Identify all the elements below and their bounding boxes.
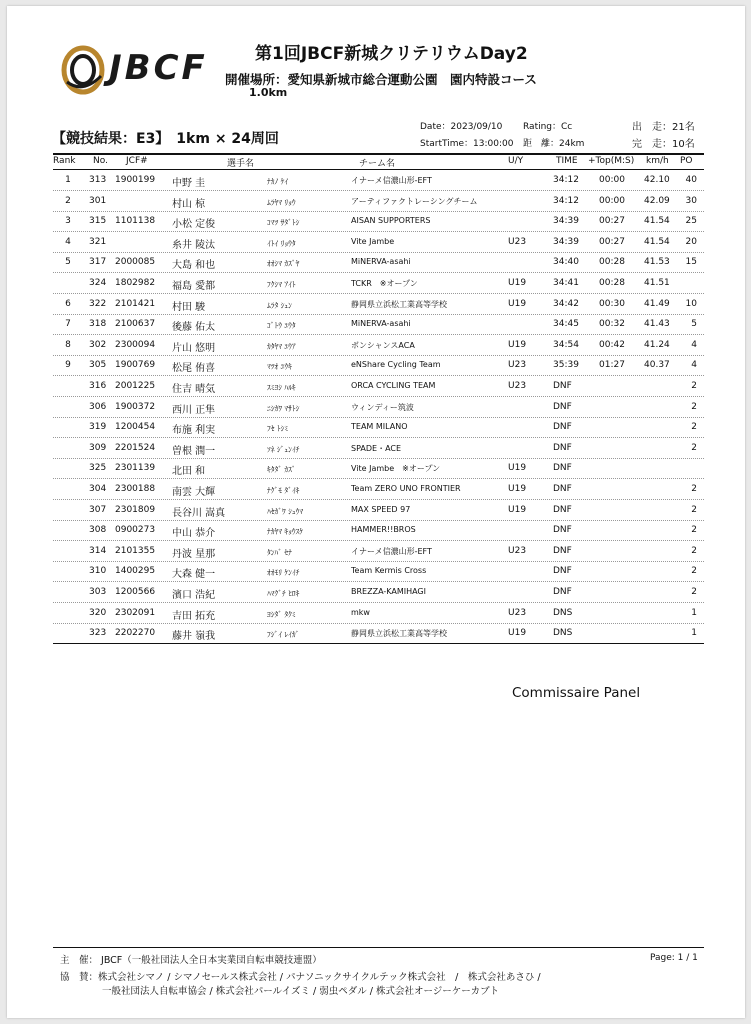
race-start-time: StartTime：13:00:00 (420, 139, 514, 149)
jcf-cell: 1101138 (115, 216, 156, 227)
time-cell: 34:42 (553, 298, 579, 309)
number-cell: 319 (89, 422, 107, 433)
rider-name-cell: 片山 悠明 (172, 342, 216, 354)
rider-kana-cell: ﾑﾗﾔﾏ ﾘｮｳ (267, 197, 296, 207)
uy-cell: U23 (508, 607, 527, 618)
team-name-cell: ウィンディー筑波 (351, 402, 414, 412)
uy-cell: U19 (508, 278, 527, 288)
table-row (53, 583, 704, 603)
number-cell: 302 (89, 339, 107, 350)
footer-sponsors-line2: 一般社団法人自転車協会 / 株式会社パールイズミ / 弱虫ペダル / 株式会社オージーケーカブト (102, 986, 500, 997)
rider-name-cell: 小松 定俊 (172, 219, 216, 231)
team-name-cell: イナーメ信濃山形-EFT (351, 546, 432, 556)
table-row (53, 624, 704, 644)
table-row (53, 480, 704, 500)
jcf-cell: 1802982 (115, 278, 156, 288)
rank-cell: 8 (65, 339, 71, 350)
time-cell: 34:45 (553, 319, 579, 330)
number-cell: 310 (89, 566, 107, 577)
header-top: +Top(M:S) (588, 156, 635, 166)
rider-kana-cell: ｵｵｼﾏ ｶｽﾞﾔ (267, 259, 300, 269)
table-header-rule (53, 169, 704, 170)
footer-organizer: 主 催： JBCF（一般社団法人全日本実業団自転車競技連盟） (60, 955, 322, 966)
uy-cell: U19 (508, 628, 527, 639)
uy-cell: U19 (508, 339, 527, 350)
points-cell: 10 (685, 298, 697, 309)
header-team-name: チーム名 (359, 159, 396, 169)
uy-cell: U19 (508, 298, 527, 309)
points-cell: 2 (691, 401, 697, 412)
speed-cell: 42.10 (644, 175, 670, 185)
team-name-cell: TCKR ※オープン (351, 279, 418, 288)
time-cell: 35:39 (553, 360, 579, 371)
speed-cell: 41.53 (644, 257, 670, 268)
jcf-cell: 2302091 (115, 607, 156, 618)
points-cell: 2 (691, 566, 697, 577)
team-name-cell: MiNERVA-asahi (351, 319, 411, 329)
header-uy: U/Y (508, 156, 524, 166)
number-cell: 306 (89, 401, 107, 412)
table-row (53, 212, 704, 232)
time-cell: DNF (553, 422, 572, 433)
team-name-cell: MiNERVA-asahi (351, 257, 411, 267)
header-time: TIME (556, 156, 578, 166)
uy-cell: U23 (508, 381, 527, 391)
table-top-rule (53, 153, 704, 155)
rider-name-cell: 福島 愛都 (172, 281, 216, 292)
time-cell: 34:40 (553, 257, 579, 268)
uy-cell: U19 (508, 484, 527, 494)
number-cell: 318 (89, 319, 107, 330)
rank-cell: 2 (65, 195, 71, 206)
number-cell: 321 (89, 236, 107, 247)
rider-kana-cell: ﾏﾂｵ ﾕｳｷ (267, 362, 292, 372)
points-cell: 1 (691, 607, 697, 618)
rider-name-cell: 村山 椋 (172, 198, 206, 210)
rider-kana-cell: ｺﾞﾄｳ ﾕｳﾀ (267, 321, 296, 331)
table-row (53, 562, 704, 582)
jcf-cell: 2101421 (115, 298, 156, 309)
jcf-cell: 1900769 (115, 360, 156, 371)
points-cell: 20 (685, 236, 697, 247)
table-row (53, 274, 704, 294)
jcf-cell: 1200566 (115, 587, 156, 597)
table-row (53, 356, 704, 376)
rider-kana-cell: ﾖｼﾀﾞ ﾀｸﾐ (267, 609, 296, 619)
rank-cell: 9 (65, 360, 71, 371)
time-cell: DNF (553, 545, 572, 556)
rider-kana-cell: ﾑﾗﾀ ｼｭﾝ (267, 300, 292, 310)
header-jcf: JCF# (126, 156, 148, 166)
time-cell: DNF (553, 587, 572, 597)
rider-name-cell: 布施 利実 (172, 425, 216, 437)
points-cell: 2 (691, 422, 697, 433)
jcf-cell: 2300094 (115, 339, 156, 350)
rider-name-cell: 中山 恭介 (172, 528, 216, 540)
points-cell: 30 (685, 195, 697, 206)
jcf-cell: 2000085 (115, 257, 156, 268)
logo-text: JBCF (109, 48, 208, 88)
jcf-cell: 1400295 (115, 566, 156, 577)
rider-kana-cell: ﾊﾏｸﾞﾁ ﾋﾛｷ (267, 589, 300, 598)
number-cell: 323 (89, 628, 107, 639)
rider-name-cell: 中野 圭 (172, 178, 206, 189)
jcf-cell: 2201524 (115, 442, 156, 453)
team-name-cell: AISAN SUPPORTERS (351, 216, 431, 226)
rider-name-cell: 曽根 潤一 (172, 445, 216, 457)
gap-cell: 00:42 (599, 339, 625, 350)
table-row (53, 336, 704, 356)
uy-cell: U23 (508, 236, 527, 247)
number-cell: 301 (89, 195, 107, 206)
number-cell: 322 (89, 298, 107, 309)
gap-cell: 00:00 (599, 195, 625, 206)
rider-kana-cell: ﾅｶﾔﾏ ｷｮｳｽｹ (267, 527, 304, 537)
points-cell: 15 (685, 257, 697, 268)
table-row (53, 521, 704, 541)
speed-cell: 40.37 (644, 360, 670, 371)
time-cell: 34:39 (553, 236, 579, 247)
table-row (53, 295, 704, 315)
jcf-cell: 1900372 (115, 401, 156, 412)
rider-name-cell: 村田 駿 (172, 301, 206, 313)
time-cell: 34:39 (553, 216, 579, 227)
number-cell: 305 (89, 360, 107, 371)
team-name-cell: ボンシャンスACA (351, 340, 415, 350)
rider-kana-cell: ﾊｾｶﾞﾜ ｼｭｳﾏ (267, 506, 304, 516)
points-cell: 5 (691, 319, 697, 330)
gap-cell: 00:00 (599, 175, 625, 185)
rider-kana-cell: ｲﾄｲ ﾘｮｳﾀ (267, 238, 296, 248)
speed-cell: 41.54 (644, 216, 670, 227)
team-name-cell: Team ZERO UNO FRONTIER (351, 484, 461, 493)
rider-name-cell: 長谷川 嵩真 (172, 507, 226, 519)
rider-name-cell: 大島 和也 (172, 260, 216, 272)
speed-cell: 42.09 (644, 195, 670, 206)
rank-cell: 6 (65, 298, 71, 309)
number-cell: 324 (89, 278, 107, 288)
number-cell: 325 (89, 463, 107, 474)
rider-kana-cell: ﾀﾝﾊﾞ ｾﾅ (267, 547, 292, 557)
jcf-cell: 1200454 (115, 422, 156, 433)
rider-name-cell: 後藤 佑太 (172, 322, 216, 334)
time-cell: DNF (553, 463, 572, 474)
rider-kana-cell: ﾆｼｶﾜ ﾏｻﾄｼ (267, 403, 300, 413)
number-cell: 309 (89, 442, 107, 453)
starters-count: 出 走：21名 (632, 122, 695, 133)
rider-kana-cell: ﾌｾ ﾄｼﾐ (267, 424, 289, 434)
gap-cell: 00:30 (599, 298, 625, 309)
rank-cell: 3 (65, 216, 71, 227)
number-cell: 317 (89, 257, 107, 268)
rider-name-cell: 住吉 晴気 (172, 384, 216, 395)
jcf-cell: 2300188 (115, 484, 156, 494)
team-name-cell: HAMMER!!BROS (351, 525, 416, 535)
table-row (53, 192, 704, 212)
table-row (53, 377, 704, 397)
team-name-cell: Vite Jambe (351, 236, 395, 246)
rider-kana-cell: ﾌｸｼﾏ ｱｲﾄ (267, 280, 296, 289)
time-cell: DNF (553, 525, 572, 536)
header-po: PO (680, 156, 693, 166)
uy-cell: U19 (508, 504, 527, 515)
uy-cell: U23 (508, 360, 527, 371)
team-name-cell: mkw (351, 607, 370, 617)
header-no: No. (93, 156, 108, 166)
time-cell: DNS (553, 607, 573, 618)
uy-cell: U19 (508, 463, 527, 474)
table-row (53, 501, 704, 521)
rider-kana-cell: ﾌｼﾞｲ ﾚｲｶﾞ (267, 630, 300, 640)
gap-cell: 00:28 (599, 278, 625, 288)
uy-cell: U23 (508, 545, 527, 556)
gap-cell: 01:27 (599, 360, 625, 371)
time-cell: DNF (553, 442, 572, 453)
rider-name-cell: 糸井 陵汰 (172, 239, 216, 251)
time-cell: 34:12 (553, 175, 579, 185)
rider-name-cell: 松尾 侑喜 (172, 363, 216, 375)
rider-kana-cell: ｽﾐﾖｼ ﾊﾙｷ (267, 383, 296, 392)
team-name-cell: 静岡県立浜松工業高等学校 (351, 629, 447, 639)
gap-cell: 00:27 (599, 236, 625, 247)
points-cell: 4 (691, 339, 697, 350)
points-cell: 2 (691, 504, 697, 515)
rider-kana-cell: ｵｵﾓﾘ ｹﾝｲﾁ (267, 568, 300, 578)
time-cell: DNF (553, 401, 572, 412)
number-cell: 316 (89, 381, 107, 391)
rider-kana-cell: ｺﾏﾂ ｻﾀﾞﾄｼ (267, 218, 300, 228)
commissaire-panel: Commissaire Panel (512, 685, 641, 701)
number-cell: 307 (89, 504, 107, 515)
jbcf-logo (59, 42, 209, 98)
footer-rule (53, 947, 704, 948)
time-cell: DNS (553, 628, 573, 639)
finishers-count: 完 走：10名 (632, 139, 695, 150)
race-distance: 距 離：24km (523, 139, 585, 149)
page-number: Page: 1 / 1 (650, 953, 698, 963)
rider-kana-cell: ﾅｶﾉ ｹｲ (267, 177, 289, 186)
gap-cell: 00:28 (599, 257, 625, 268)
table-row (53, 398, 704, 418)
time-cell: DNF (553, 504, 572, 515)
rider-name-cell: 大森 健一 (172, 569, 216, 581)
time-cell: 34:41 (553, 278, 579, 288)
team-name-cell: BREZZA-KAMIHAGI (351, 587, 426, 596)
rank-cell: 7 (65, 319, 71, 330)
number-cell: 304 (89, 484, 107, 494)
time-cell: DNF (553, 566, 572, 577)
points-cell: 25 (685, 216, 697, 227)
jcf-cell: 2001225 (115, 381, 156, 391)
table-row (53, 253, 704, 273)
team-name-cell: Team Kermis Cross (351, 566, 427, 576)
jcf-cell: 0900273 (115, 525, 156, 536)
header-kmh: km/h (646, 156, 669, 166)
points-cell: 4 (691, 360, 697, 371)
team-name-cell: Vite Jambe ※オープン (351, 464, 441, 474)
rider-name-cell: 丹波 星那 (172, 548, 216, 560)
rider-name-cell: 藤井 嶺我 (172, 631, 216, 643)
team-name-cell: ORCA CYCLING TEAM (351, 381, 436, 390)
table-row (53, 542, 704, 562)
rider-name-cell: 南雲 大輝 (172, 487, 216, 498)
table-row (53, 418, 704, 438)
header-rider-name: 選手名 (227, 159, 255, 169)
rider-name-cell: 濱口 浩紀 (172, 590, 216, 601)
jcf-cell: 2301809 (115, 504, 156, 515)
rider-name-cell: 北田 和 (172, 466, 206, 478)
points-cell: 2 (691, 545, 697, 556)
points-cell: 2 (691, 587, 697, 597)
rider-kana-cell: ｷﾀﾀﾞ ｶｽﾞ (267, 465, 296, 475)
number-cell: 320 (89, 607, 107, 618)
rider-kana-cell: ｶﾀﾔﾏ ﾕｳｱ (267, 341, 296, 351)
course-distance: 1.0km (249, 86, 288, 99)
jbcf-ring-icon (59, 42, 107, 98)
table-row (53, 171, 704, 191)
jcf-cell: 2101355 (115, 545, 156, 556)
jcf-cell: 2301139 (115, 463, 156, 474)
points-cell: 1 (691, 628, 697, 639)
speed-cell: 41.54 (644, 236, 670, 247)
gap-cell: 00:27 (599, 216, 625, 227)
result-sheet (7, 6, 745, 1018)
points-cell: 2 (691, 381, 697, 391)
time-cell: 34:54 (553, 339, 579, 350)
gap-cell: 00:32 (599, 319, 625, 330)
table-bottom-rule (53, 643, 704, 644)
rank-cell: 4 (65, 236, 71, 247)
table-row (53, 439, 704, 459)
event-venue: 開催場所：愛知県新城市総合運動公園 園内特設コース (225, 72, 537, 87)
speed-cell: 41.49 (644, 298, 670, 309)
jcf-cell: 1900199 (115, 175, 156, 185)
team-name-cell: アーティファクトレーシングチーム (351, 196, 478, 206)
time-cell: DNF (553, 484, 572, 494)
number-cell: 314 (89, 545, 107, 556)
number-cell: 313 (89, 175, 107, 185)
speed-cell: 41.43 (644, 319, 670, 330)
rank-cell: 5 (65, 257, 71, 268)
rider-kana-cell: ｿﾈ ｼﾞｭﾝｲﾁ (267, 444, 300, 454)
jcf-cell: 2100637 (115, 319, 156, 330)
team-name-cell: TEAM MILANO (351, 422, 408, 432)
number-cell: 308 (89, 525, 107, 536)
event-title: 第1回JBCF新城クリテリウムDay2 (255, 44, 528, 64)
header-rank: Rank (53, 156, 76, 166)
time-cell: DNF (553, 381, 572, 391)
speed-cell: 41.51 (644, 278, 670, 288)
table-row (53, 604, 704, 624)
rider-kana-cell: ﾅｸﾞﾓ ﾀﾞｲｷ (267, 486, 300, 495)
race-rating: Rating：Cc (523, 122, 573, 132)
table-row (53, 315, 704, 335)
team-name-cell: SPADE・ACE (351, 443, 402, 453)
number-cell: 315 (89, 216, 107, 227)
speed-cell: 41.24 (644, 339, 670, 350)
points-cell: 2 (691, 525, 697, 536)
points-cell: 2 (691, 442, 697, 453)
team-name-cell: MAX SPEED 97 (351, 504, 411, 514)
table-row (53, 233, 704, 253)
points-cell: 40 (685, 175, 697, 185)
number-cell: 303 (89, 587, 107, 597)
table-row (53, 459, 704, 479)
footer-sponsors-line1: 協 賛：株式会社シマノ / シマノセールス株式会社 / パナソニックサイクルテック株式会社 / 株式会社あさひ / (60, 972, 541, 983)
team-name-cell: イナーメ信濃山形-EFT (351, 176, 432, 185)
points-cell: 2 (691, 484, 697, 494)
result-title: 【競技結果：E3】 1km × 24周回 (52, 131, 279, 147)
team-name-cell: eNShare Cycling Team (351, 360, 441, 370)
rank-cell: 1 (65, 175, 71, 185)
rider-name-cell: 西川 正隼 (172, 404, 216, 416)
race-date: Date：2023/09/10 (420, 122, 503, 132)
jcf-cell: 2202270 (115, 628, 156, 639)
time-cell: 34:12 (553, 195, 579, 206)
team-name-cell: 静岡県立浜松工業高等学校 (351, 299, 447, 309)
rider-name-cell: 吉田 拓充 (172, 610, 216, 622)
